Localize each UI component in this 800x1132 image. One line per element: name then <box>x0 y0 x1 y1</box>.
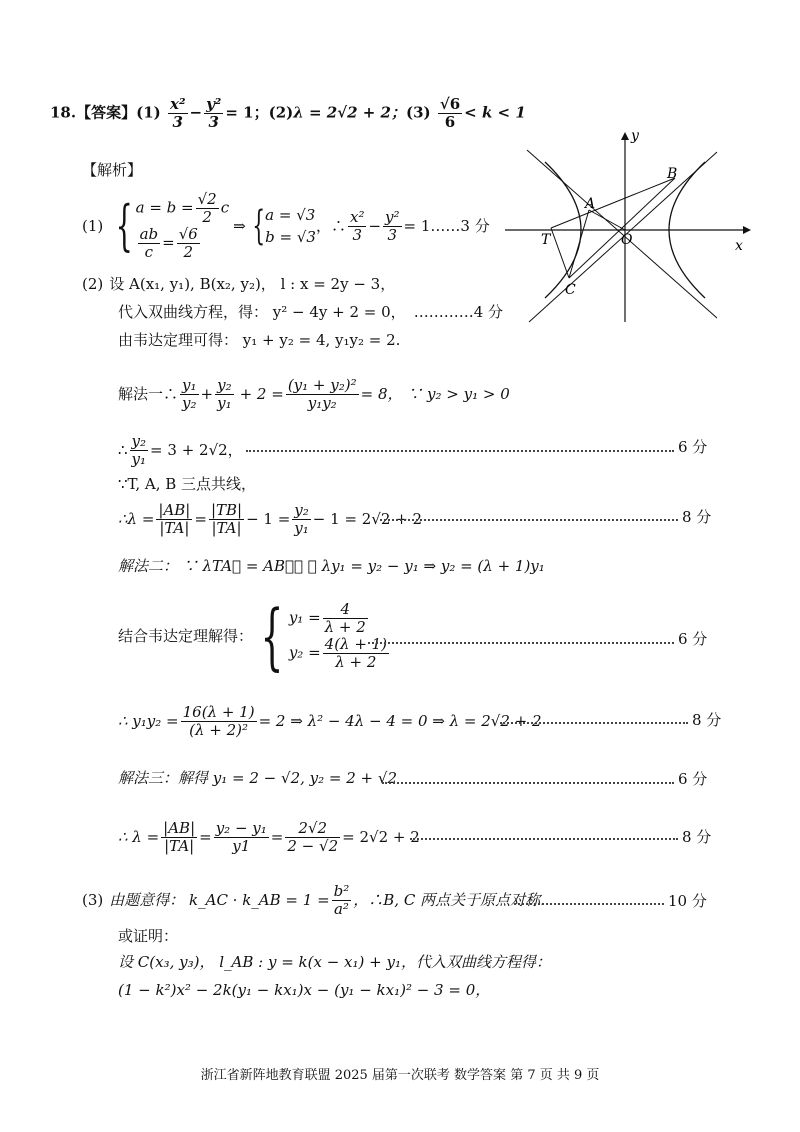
question-number: 18. <box>50 103 77 122</box>
score: 6 分 <box>678 770 708 788</box>
line-AC <box>569 210 589 278</box>
score: 8 分 <box>692 711 722 729</box>
score: 6 分 <box>678 438 708 456</box>
label-B: B <box>667 166 678 182</box>
score: 8 分 <box>682 508 712 526</box>
method1-lambda: ∴λ = $\frac{|AB|}{|TA|}$ = $\frac{|TB|}{|TA|}$ − 1 = $\frac{\text{y₂}}{\text{y₁}}$ − 1 = 2√2 + 2 <box>118 500 423 537</box>
dot-leader <box>246 450 674 452</box>
method2-system: 结合韦达定理解得： { y₁ = $\frac{4}{\lambda + 2}$ y₂ = $\frac{4(\lambda + 1)}{\lambda + 2}$ <box>118 594 388 678</box>
dot-leader <box>500 722 688 724</box>
answer-line: 18.【答案】(1) $\frac{\text{x²}}{3}$ − $\frac{\text{y²}}{3}$ = 1；(2)λ = 2√2 + 2；(3) $\frac{√6}{6}$ < k < 1 <box>50 95 526 131</box>
left-brace: { <box>252 203 265 249</box>
answer-bracket: 【答案】 <box>76 103 137 122</box>
y-axis-arrow <box>621 132 629 140</box>
dot-leader <box>380 519 678 521</box>
label-x: x <box>735 238 743 254</box>
method1-sum: 解法一∴ $\frac{\text{y₁}}{\text{y₂}}$ + $\frac{\text{y₂}}{\text{y₁}}$ + 2 = $\frac{\text{(y₁ + y₂)²}}{\text{y₁y₂}}$ = 8， ∵ y₂ > y₁ > 0 <box>118 375 510 412</box>
line-TC <box>551 228 569 278</box>
part3-line3: 设 C(x₃, y₃)， l_AB : y = k(x − x₁) + y₁，代入双曲线方程得： <box>118 953 551 971</box>
hyperbola-figure <box>505 128 755 328</box>
method2-result: ∴ y₁y₂ = $\frac{16(\lambda + 1)}{\text{(λ + 2)²}}$ = 2 ⇒ λ² − 4λ − 4 = 0 ⇒ λ = 2√2 + 2 <box>118 702 542 739</box>
line-BC <box>569 178 675 278</box>
dot-leader <box>410 838 678 840</box>
analysis-label: 【解析】 <box>82 161 143 179</box>
line-TB <box>551 178 675 228</box>
line-AO <box>589 210 625 230</box>
part3-line1: (3) 由题意得： k_AC · k_AB = 1 = $\frac{\text{b²}}{\text{a²}}$ ，∴B, C 两点关于原点对称. <box>82 881 545 918</box>
method1-collinear: ∵T, A, B 三点共线， <box>118 475 257 493</box>
label-A: A <box>585 196 596 212</box>
label-O: O <box>621 232 633 248</box>
label-y: y <box>631 128 639 144</box>
fraction: $\frac{\text{x²}}{3}$ <box>170 95 186 131</box>
part3-line2: 或证明： <box>118 927 179 945</box>
label-C: C <box>565 282 576 298</box>
fraction: $\frac{\text{y²}}{3}$ <box>206 95 222 131</box>
label-T: T <box>541 232 551 248</box>
part2-line2: 代入双曲线方程，得： y² − 4y + 2 = 0， …………4 分 <box>118 303 503 321</box>
left-brace: { <box>115 194 134 257</box>
score: 8 分 <box>682 828 712 846</box>
score: 10 分 <box>668 892 707 910</box>
part1-solution: (1) { a = b = $\frac{√2}{2}$ c $\frac{ab}{c}$ = $\frac{√6}{2}$ ⇒ { a = √3 b = √3 ，∴ $\frac{\text{x²}}{3}$ − $\frac{\text{y²}}{3}$ = 1……3 分 <box>82 190 490 261</box>
equation-system: a = b = $\frac{√2}{2}$ c $\frac{ab}{c}$ = $\frac{√6}{2}$ <box>135 190 230 261</box>
method3-lambda: ∴ λ = $\frac{|AB|}{|TA|}$ = $\frac{\text{y₂ − y₁}}{y1}$ = $\frac{2√2}{2 - √2}$ = 2√2 + 2 <box>118 818 420 855</box>
method3-solve: 解法三：解得 y₁ = 2 − √2, y₂ = 2 + √2 <box>118 769 397 787</box>
dot-leader <box>514 903 664 905</box>
dot-leader <box>368 642 674 644</box>
method2-vector: 解法二： ∵ λTA⃗ = AB⃗， ∴ λy₁ = y₂ − y₁ ⇒ y₂ = (λ + 1)y₁ <box>118 557 545 575</box>
part3-line4: (1 − k²)x² − 2k(y₁ − kx₁)x − (y₁ − kx₁)² − 3 = 0， <box>118 981 491 999</box>
score: 6 分 <box>678 630 708 648</box>
part2-line3: 由韦达定理可得： y₁ + y₂ = 4, y₁y₂ = 2. <box>118 331 401 349</box>
dot-leader <box>382 782 674 784</box>
part2-line1: (2) 设 A(x₁, y₁), B(x₂, y₂)， l : x = 2y − 3， <box>82 275 396 293</box>
page-footer: 浙江省新阵地教育联盟 2025 届第一次联考 数学答案 第 7 页 共 9 页 <box>200 1068 600 1083</box>
x-axis-arrow <box>743 226 751 234</box>
fraction: $\frac{√6}{6}$ <box>439 95 461 131</box>
method1-ratio: ∴ $\frac{\text{y₂}}{\text{y₁}}$ = 3 + 2√2， <box>118 431 243 468</box>
result-system: a = √3 b = √3 <box>265 206 316 246</box>
left-brace: { <box>260 594 284 678</box>
